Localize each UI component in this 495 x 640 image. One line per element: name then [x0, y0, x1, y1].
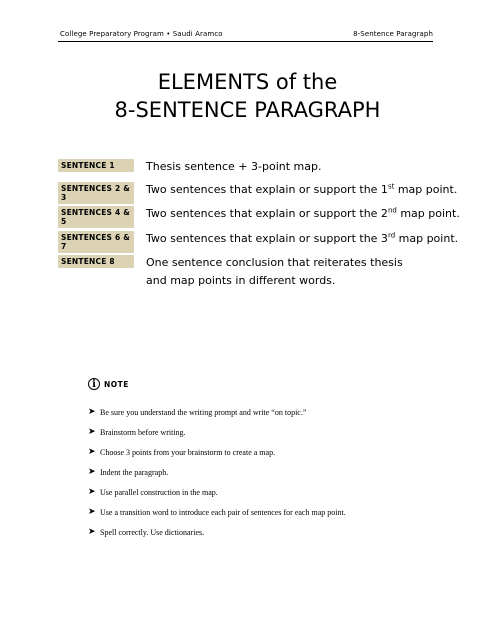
note-label: NOTE [104, 379, 129, 389]
list-item: ➤ Be sure you understand the writing prompt and write “on topic.” [88, 407, 307, 417]
title-line-2: 8-SENTENCE PARAGRAPH [114, 98, 381, 122]
chevron-right-icon: ➤ [88, 487, 96, 497]
header-divider [58, 41, 433, 42]
sentence-row-2-3 [58, 181, 476, 204]
sentence-description: Two sentences that explain or support the 3rd map point. [146, 231, 459, 245]
sentence-row-8 [58, 254, 476, 290]
page-header [60, 30, 433, 38]
sentence-label: SENTENCE 1 [58, 159, 134, 172]
list-item: ➤ Choose 3 points from your brainstorm to create a map. [88, 447, 276, 457]
list-item: ➤ Spell correctly. Use dictionaries. [88, 527, 205, 537]
chevron-right-icon: ➤ [88, 467, 96, 477]
list-item: ➤ Indent the paragraph. [88, 467, 169, 477]
chevron-right-icon: ➤ [88, 407, 96, 417]
header-topic: 8-Sentence Paragraph [353, 30, 433, 38]
chevron-right-icon: ➤ [88, 527, 96, 537]
sentence-label: SENTENCE 8 [58, 255, 134, 268]
sentence-label: SENTENCES 6 & 7 [58, 231, 134, 253]
sentence-description: Two sentences that explain or support the 1st map point. [146, 182, 458, 196]
sentence-label: SENTENCES 4 & 5 [58, 206, 134, 228]
note-list [88, 402, 346, 542]
sentence-description: One sentence conclusion that reiterates thesis and map points in different words. [146, 256, 403, 287]
list-item: ➤ Use parallel construction in the map. [88, 487, 218, 497]
sentence-label: SENTENCES 2 & 3 [58, 182, 134, 204]
sentence-description: Two sentences that explain or support the 2nd map point. [146, 206, 460, 220]
title-line-1: ELEMENTS of the [157, 70, 338, 94]
sentence-row-1 [58, 158, 476, 176]
chevron-right-icon: ➤ [88, 427, 96, 437]
header-program: College Preparatory Program • Saudi Aramco [60, 30, 223, 38]
page-title [0, 68, 495, 124]
sentence-description: Thesis sentence + 3-point map. [146, 160, 322, 173]
note-heading [88, 378, 129, 390]
info-icon: i [88, 378, 100, 390]
chevron-right-icon: ➤ [88, 447, 96, 457]
chevron-right-icon: ➤ [88, 507, 96, 517]
list-item: ➤ Brainstorm before writing. [88, 427, 186, 437]
sentence-row-4-5 [58, 205, 476, 228]
list-item: ➤ Use a transition word to introduce each pair of sentences for each map point. [88, 507, 346, 517]
sentence-row-6-7 [58, 230, 476, 253]
